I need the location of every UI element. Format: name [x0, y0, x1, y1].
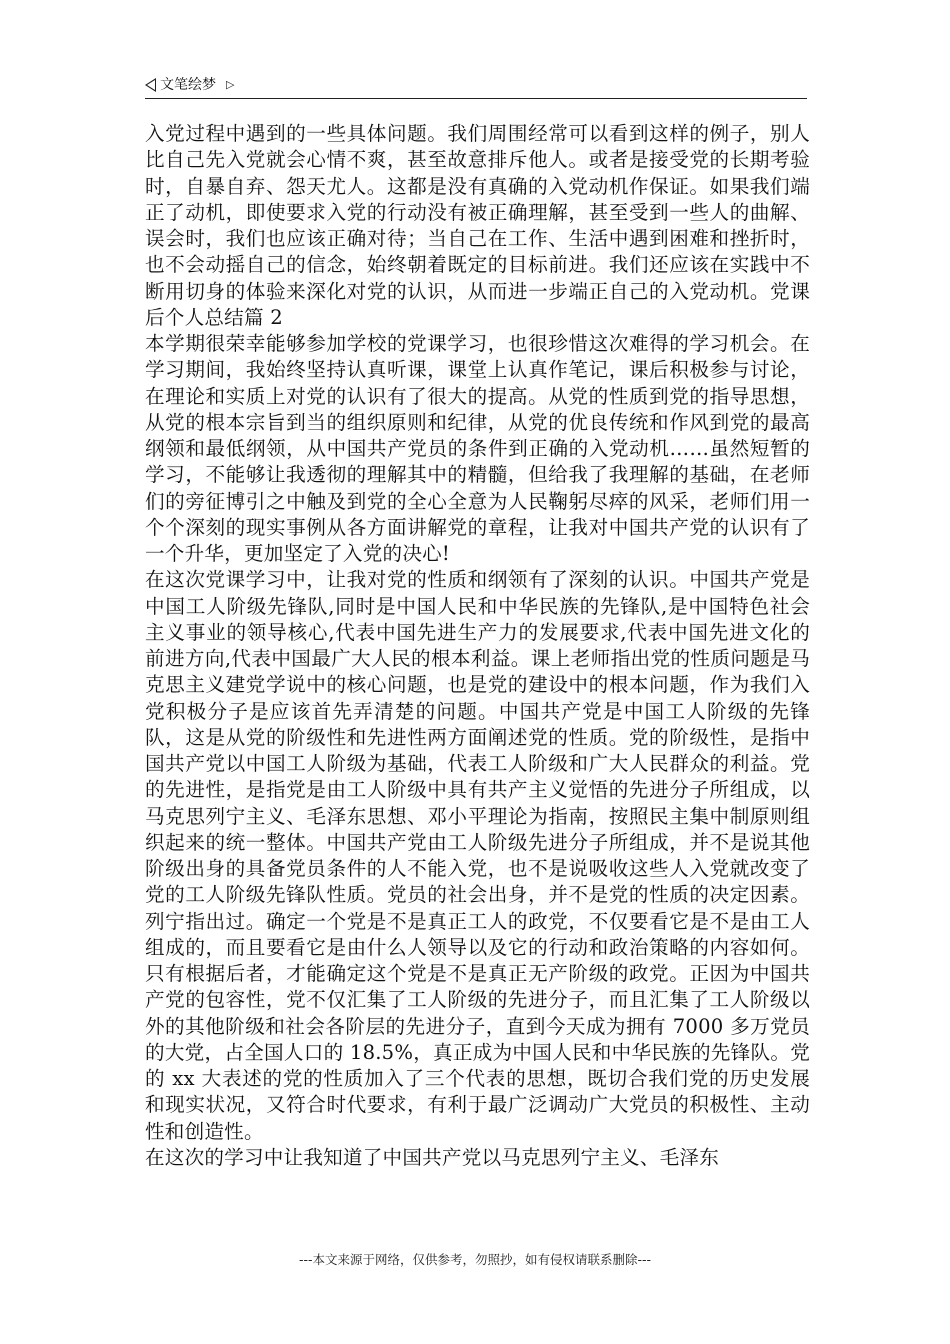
- page-header: [145, 72, 807, 99]
- triangle-left-icon: [145, 78, 156, 92]
- header-brand: 文笔绘梦: [160, 77, 216, 93]
- triangle-right-icon: ▷: [226, 78, 235, 91]
- document-body: [145, 121, 810, 1171]
- paragraph: 在这次的学习中让我知道了中国共产党以马克思列宁主义、毛泽东: [145, 1145, 720, 1169]
- paragraph: 在这次党课学习中，让我对党的性质和纲领有了深刻的认识。中国共产党是中国工人阶级先锋队,同时是中国人民和中华民族的先锋队,是中国特色社会主义事业的领导核心,代表中国先进生产力的发展要求,代表中国先进文化的前进方向,代表中国最广大人民的根本利益。课上老师指出党的性质问题是马克思主义建党学说中的核心问题，也是党的建设中的根本问题，作为我们入党积极分子是应该首先弄清楚的问题。中国共产党是中国工人阶级的先锋队，这是从党的阶级性和先进性两方面阐述党的性质。党的阶级性，是指中国共产党以中国工人阶级为基础，代表工人阶级和广大人民群众的利益。党的先进性，是指党是由工人阶级中具有共产主义觉悟的先进分子所组成，以马克思列宁主义、毛泽东思想、邓小平理论为指南，按照民主集中制原则组织起来的统一整体。中国共产党由工人阶级先进分子所组成，并不是说其他阶级出身的具备党员条件的人不能入党，也不是说吸收这些人入党就改变了党的工人阶级先锋队性质。党员的社会出身，并不是党的性质的决定因素。列宁指出过。确定一个党是不是真正工人的政党，不仅要看它是不是由工人组成的，而且要看它是由什么人领导以及它的行动和政治策略的内容如何。只有根据后者，才能确定这个党是不是真正无产阶级的政党。正因为中国共产党的包容性，党不仅汇集了工人阶级的先进分子，而且汇集了工人阶级以外的其他阶级和社会各阶层的先进分子，直到今天成为拥有 7000 多万党员的大党，占全国人口的 18.5%，真正成为中国人民和中华民族的先锋队。党的 xx 大表述的党的性质加入了三个代表的思想，既切合我们党的历史发展和现实状况，又符合时代要求，有利于最广泛调动广大党员的积极性、主动性和创造性。: [145, 568, 810, 1143]
- paragraph: 本学期很荣幸能够参加学校的党课学习，也很珍惜这次难得的学习机会。在学习期间，我始终坚持认真听课，课堂上认真作笔记，课后积极参与讨论，在理论和实质上对党的认识有了很大的提高。从党的性质到党的指导思想，从党的根本宗旨到当的组织原则和纪律，从党的优良传统和作风到党的最高纲领和最低纲领，从中国共产党员的条件到正确的入党动机……虽然短暂的学习，不能够让我透彻的理解其中的精髓，但给我了我理解的基础，在老师们的旁征博引之中触及到党的全心全意为人民鞠躬尽瘁的风采，老师们用一个个深刻的现实事例从各方面讲解党的章程，让我对中国共产党的认识有了一个升华，更加坚定了入党的决心!: [145, 332, 810, 565]
- page-footer: ---本文来源于网络，仅供参考，勿照抄，如有侵权请联系删除---: [298, 1252, 652, 1267]
- paragraph: 入党过程中遇到的一些具体问题。我们周围经常可以看到这样的例子，别人比自己先入党就会心情不爽，甚至故意排斥他人。或者是接受党的长期考验时，自暴自弃、怨天尤人。这都是没有真确的入党动机作保证。如果我们端正了动机，即使要求入党的行动没有被正确理解，甚至受到一些人的曲解、误会时，我们也应该正确对待；当自己在工作、生活中遇到困难和挫折时，也不会动摇自己的信念，始终朝着既定的目标前进。我们还应该在实践中不断用切身的体验来深化对党的认识，从而进一步端正自己的入党动机。党课后个人总结篇 2: [145, 122, 810, 329]
